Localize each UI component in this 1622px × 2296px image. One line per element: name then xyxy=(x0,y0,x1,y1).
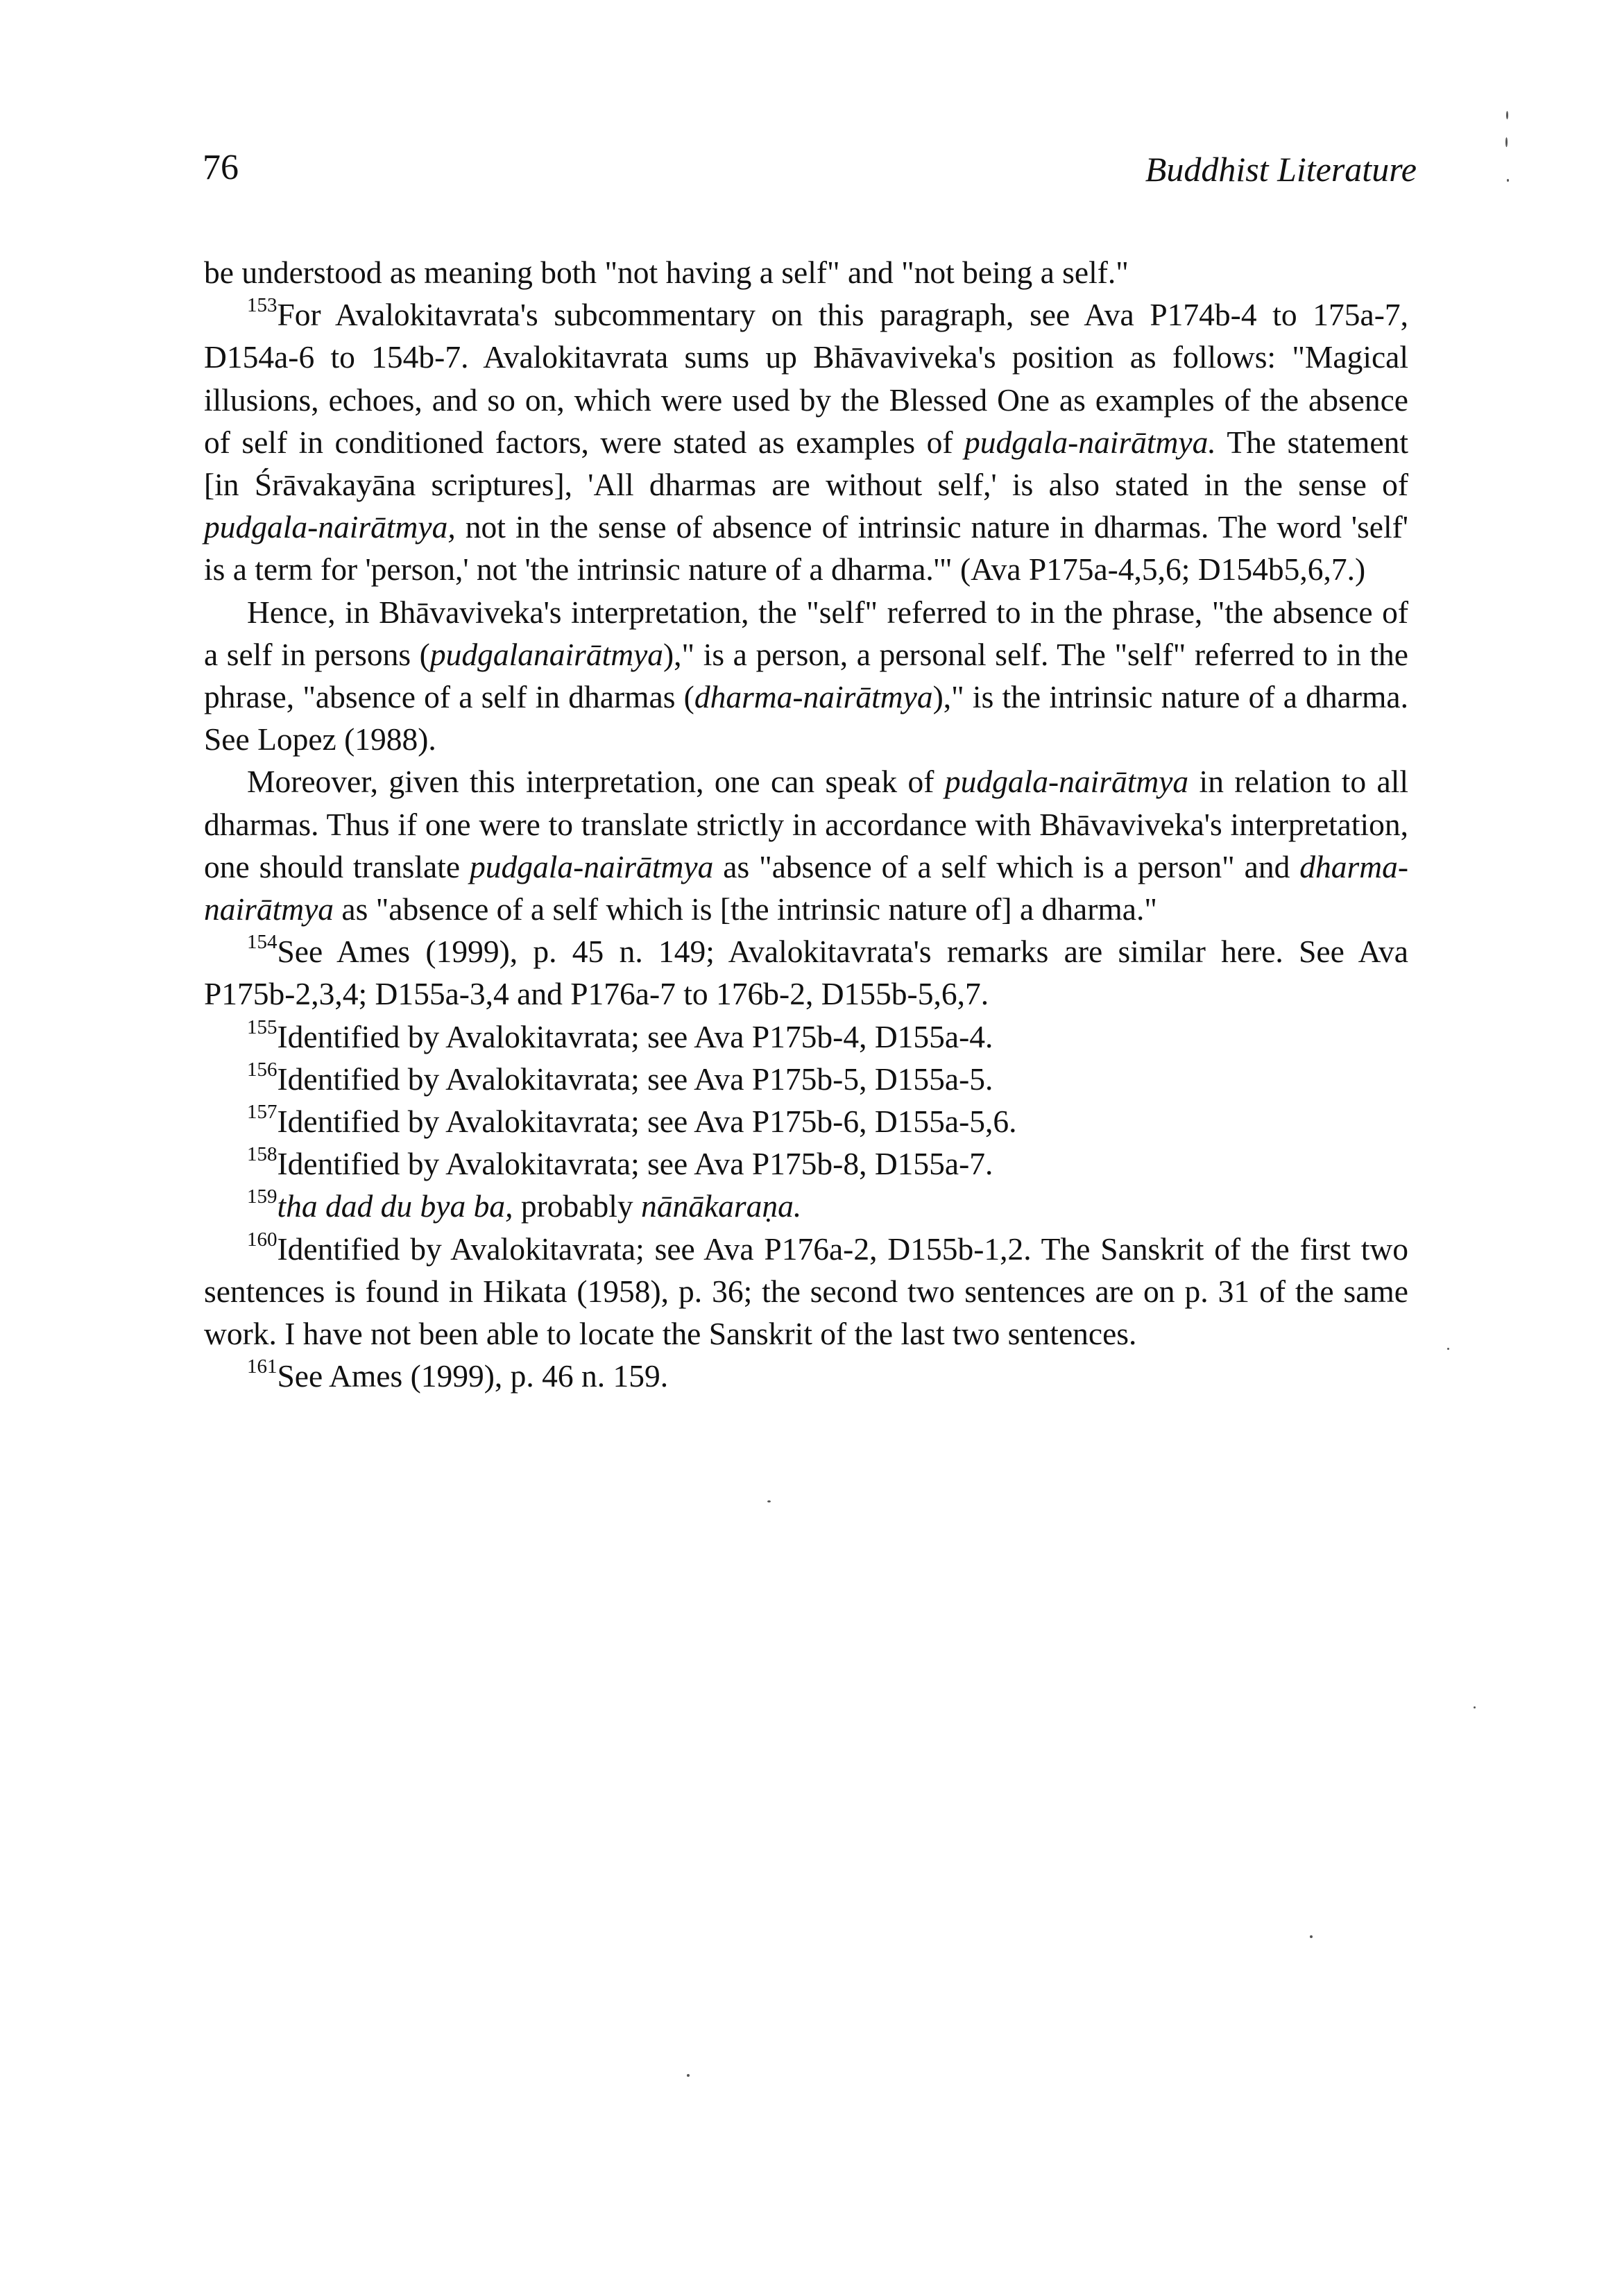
footnote-number: 160 xyxy=(247,1228,278,1251)
text-run: )," is the intrinsic nature of a dharma. See Lopez (1988). xyxy=(204,679,1408,757)
text-run: See Ames (1999), p. 45 n. 149; Avalokitavrata's remarks are similar here. See Ava P175b-2,3,4; D155a-3,4 and P176a-7 to 176b-2, D155b-5,6,7. xyxy=(204,934,1408,1012)
text-run: Identified by Avalokitavrata; see Ava P175b-8, D155a-7. xyxy=(277,1146,993,1182)
text-run: probably xyxy=(513,1188,641,1224)
footnote-number: 155 xyxy=(247,1016,278,1038)
scan-speck xyxy=(687,2074,690,2077)
italic-term: nānākaraṇa. xyxy=(640,1188,802,1224)
italic-term: pudgala-nairātmya xyxy=(470,848,714,884)
scan-speck xyxy=(1507,179,1509,182)
text-run: The statement [in Śrāvakayāna scriptures], 'All dharmas are without self,' is also stated in the sense of xyxy=(204,424,1408,503)
text-run: )," is a person, a personal self. The "self" referred to in the phrase, "absence of a self in dharmas ( xyxy=(204,636,1408,715)
footnote-text xyxy=(204,251,1408,1397)
italic-term: dharma-nairātmya xyxy=(694,679,933,715)
footnote-number: 159 xyxy=(247,1185,278,1208)
italic-term: dharma-nairātmya xyxy=(204,848,1408,927)
footnote-number: 156 xyxy=(247,1058,278,1081)
italic-term: pudgala-nairātmya, xyxy=(204,509,456,545)
footnote-number: 161 xyxy=(247,1355,278,1378)
text-run: For Avalokitavrata's subcommentary on this paragraph, see Ava P174b-4 to 175a-7, D154a-6 to 154b-7. Avalokitavrata sums up Bhāvaviveka's position as follows: "Magical illusions, echoes, and so on, which were used by the Blessed One as examples of the absence of self in conditioned factors, were stated as examples of xyxy=(204,297,1408,460)
footnote-paragraph xyxy=(204,251,1408,293)
footnote-paragraph xyxy=(204,1058,1408,1100)
text-run: not in the sense of absence of intrinsic nature in dharmas. The word 'self' is a term for 'person,' not 'the intrinsic nature of a dharma.'" (Ava P175a-4,5,6; D154b5,6,7.) xyxy=(204,509,1408,588)
text-run: Hence, in Bhāvaviveka's interpretation, the "self" referred to in the phrase, "the absence of a self in persons ( xyxy=(204,594,1408,672)
scan-speck xyxy=(1310,1935,1313,1938)
footnote-paragraph xyxy=(204,1100,1408,1142)
scan-speck xyxy=(1447,1348,1449,1350)
footnote-number: 158 xyxy=(247,1143,278,1166)
footnote-paragraph xyxy=(204,1185,1408,1227)
footnote-number: 154 xyxy=(247,931,278,954)
scan-speck xyxy=(767,1500,771,1502)
page-number: 76 xyxy=(203,148,239,187)
footnote-paragraph xyxy=(204,930,1408,1015)
footnote-paragraph xyxy=(204,293,1408,590)
running-head: Buddhist Literature xyxy=(1145,150,1417,189)
footnote-paragraph xyxy=(204,1016,1408,1058)
footnote-paragraph xyxy=(204,1355,1408,1397)
footnote-paragraph xyxy=(204,591,1408,761)
footnote-number: 157 xyxy=(247,1100,278,1123)
footnote-paragraph xyxy=(204,1228,1408,1355)
footnote-paragraph xyxy=(204,1142,1408,1185)
text-run: as "absence of a self which is [the intrinsic nature of] a dharma." xyxy=(334,891,1157,927)
text-run: See Ames (1999), p. 46 n. 159. xyxy=(277,1358,669,1394)
footnote-paragraph xyxy=(204,760,1408,930)
scan-speck xyxy=(1505,137,1508,147)
text-run: as "absence of a self which is a person" and xyxy=(713,848,1300,884)
italic-term: pudgala-nairātmya xyxy=(944,764,1189,800)
text-run: Identified by Avalokitavrata; see Ava P175b-4, D155a-4. xyxy=(277,1018,993,1054)
text-run: Identified by Avalokitavrata; see Ava P175b-6, D155a-5,6. xyxy=(277,1104,1017,1140)
footnote-number: 153 xyxy=(247,294,278,317)
text-run: Identified by Avalokitavrata; see Ava P175b-5, D155a-5. xyxy=(277,1061,993,1097)
italic-term: pudgalanairātmya xyxy=(429,636,664,672)
text-run: Moreover, given this interpretation, one can speak of xyxy=(247,764,945,800)
scan-speck xyxy=(1506,111,1508,119)
italic-term: pudgala-nairātmya. xyxy=(964,424,1216,460)
italic-term: tha dad du bya ba, xyxy=(277,1188,513,1224)
text-run: Identified by Avalokitavrata; see Ava P176a-2, D155b-1,2. The Sanskrit of the first two sentences is found in Hikata (1958), p. 36; the second two sentences are on p. 31 of the same work. I have not been able to locate the Sanskrit of the last two sentences. xyxy=(204,1231,1408,1352)
scan-speck xyxy=(1474,1706,1476,1708)
text-run: be understood as meaning both "not having a self" and "not being a self." xyxy=(204,255,1129,290)
text-run: in relation to all dharmas. Thus if one were to translate strictly in accordance with Bhāvaviveka's interpretation, one should translate xyxy=(204,764,1408,884)
